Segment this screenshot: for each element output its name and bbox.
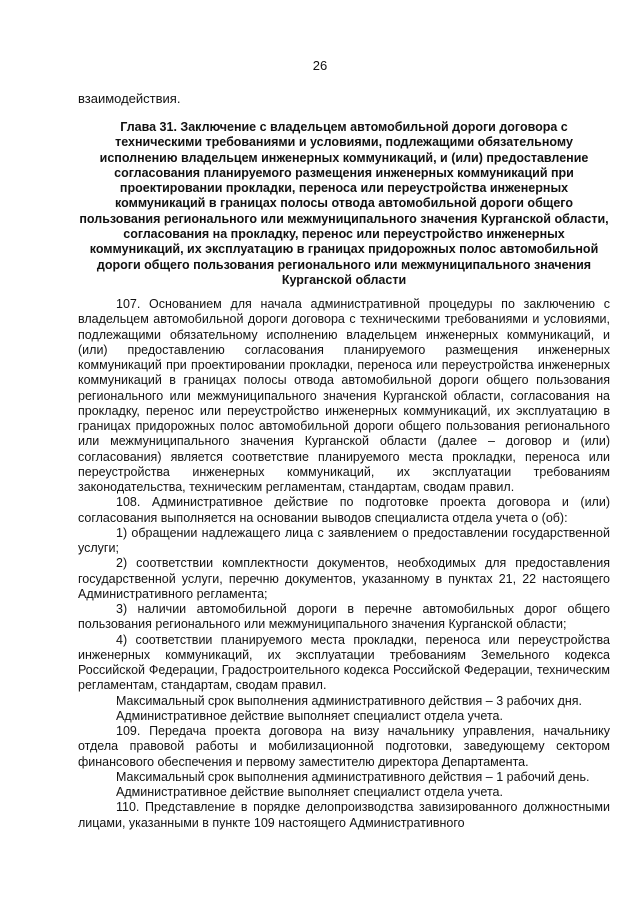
list-item-2: 2) соответствии комплектности документов, необходимых для предоставления государственной услуги, перечню документов, указанному в пунктах 21, 22 настоящего Административного регламента; [78, 556, 610, 601]
max-term-108: Максимальный срок выполнения административного действия – 3 рабочих дня. [116, 693, 583, 708]
paragraph-110: 110. Представление в порядке делопроизводства завизированного должностными лицами, указанными в пункте 109 настоящего Административного [78, 800, 610, 830]
list-item-1: 1) обращении надлежащего лица с заявлением о предоставлении государственной услуги; [78, 525, 610, 555]
list-item-4: 4) соответствии планируемого места прокладки, переноса или переустройства инженерных коммуникаций, их эксплуатации требованиям Земельного кодекса Российской Федерации, Градостроительного кодекса Российской Федерации, техническим регламентам, стандартам, сводам правил. [78, 632, 610, 693]
continuation-text: взаимодействия. [78, 91, 181, 106]
list-item-3: 3) наличии автомобильной дороги в перечне автомобильных дорог общего пользования регионального или межмуниципального значения Курганской области; [78, 602, 610, 632]
paragraph-109: 109. Передача проекта договора на визу начальнику управления, начальнику отдела правовой работы и мобилизационной подготовки, заведующему сектором финансового обеспечения и первому заместителю директора Департамента. [78, 724, 610, 769]
paragraph-107: 107. Основанием для начала административной процедуры по заключению с владельцем автомобильной дороги договора с техническими требованиями и условиями, подлежащими обязательному исполнению владельцем инженерных коммуникаций, и (или) предоставлению согласования планируемого размещения инженерных коммуникаций при проектировании прокладки, переноса или переустройства инженерных коммуникаций в границах полосы отвода автомобильной дороги общего пользования регионального или межмуниципального значения Курганской области, согласования на прокладку, перенос или переустройство инженерных коммуникаций, их эксплуатацию в границах придорожных полос автомобильной дороги общего пользования регионального или межмуниципального значения Курганской области (далее – договор и (или) согласования) является соответствие планируемого места прокладки, переноса или переустройства инженерных коммуникаций, их эксплуатации требованиям законодательства, техническим регламентам, стандартам, сводам правил. [78, 297, 610, 494]
max-term-109: Максимальный срок выполнения административного действия – 1 рабочий день. [116, 769, 590, 784]
body-text [78, 297, 610, 831]
page-number: 26 [312, 58, 328, 73]
performer-109: Административное действие выполняет специалист отдела учета. [116, 785, 503, 799]
paragraph-108: 108. Административное действие по подготовке проекта договора и (или) согласования выполняется на основании выводов специалиста отдела учета о (об): [78, 495, 610, 525]
performer-108: Административное действие выполняет специалист отдела учета. [116, 708, 503, 723]
chapter-heading: Глава 31. Заключение с владельцем автомобильной дороги договора с техническими требованиями и условиями, подлежащими обязательному исполнению владельцем инженерных коммуникаций, и (или) предоставление согласования планируемого размещения инженерных коммуникаций при проектировании прокладки, переноса или переустройства инженерных коммуникаций в границах полосы отвода автомобильной дороги общего пользования регионального или межмуниципального значения Курганской области, согласования на прокладку, перенос или переустройство инженерных коммуникаций, их эксплуатацию в границах придорожных полос автомобильной дороги общего пользования регионального или межмуниципального значения Курганской области [79, 120, 609, 287]
